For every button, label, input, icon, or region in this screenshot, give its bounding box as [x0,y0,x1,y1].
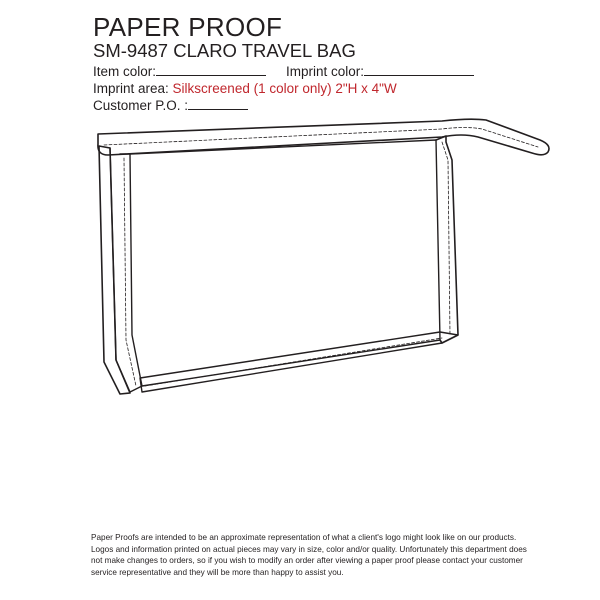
imprint-area-value: Silkscreened (1 color only) 2"H x 4"W [172,81,397,96]
customer-po-label: Customer P.O. : [93,98,189,113]
bag-left-inner [110,148,142,392]
bag-front-body [130,140,440,386]
product-subtitle: SM-9487 CLARO TRAVEL BAG [93,40,356,61]
bag-top-band [98,119,549,155]
bag-bottom-stitch [145,338,442,386]
item-color-label: Item color: [93,64,157,79]
imprint-area-label: Imprint area: [93,81,169,96]
bag-right-stitch [442,142,450,336]
imprint-color-label: Imprint color: [286,64,365,79]
page-title: PAPER PROOF [93,12,283,42]
disclaimer-text: Paper Proofs are intended to be an approximate representation of what a client's logo might look like on our products. Logos and information printed on actual pieces may vary in size, color and/or quality. Unfortunately this department does not make changes to orders, so if you wish to modify an order after viewing a paper proof please contact your customer service representative and they will be more than happy to assist you. [91,533,527,577]
